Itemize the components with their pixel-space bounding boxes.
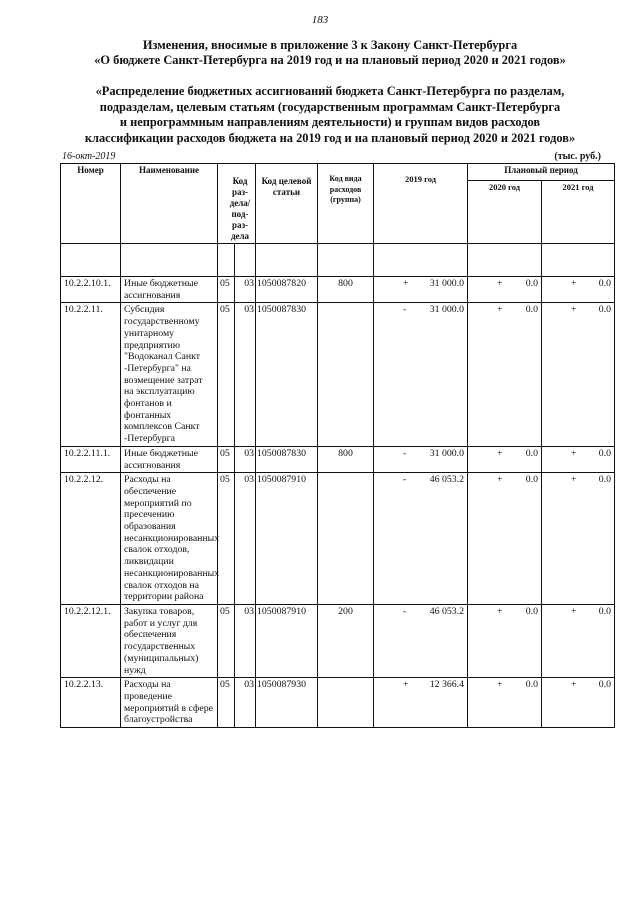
sign-2020: +	[497, 304, 503, 316]
row-2021	[542, 446, 615, 472]
value-2019: 12 366.4	[429, 679, 464, 691]
header-planned-period: Плановый период	[468, 164, 615, 181]
table-subtitle	[40, 84, 620, 146]
value-2020: 0.0	[525, 278, 538, 289]
value-2019: 46 053.2	[429, 605, 464, 617]
row-number: 10.2.2.10.1.	[61, 277, 121, 303]
subtitle-line-1: «Распределение бюджетных ассигнований бюджета Санкт-Петербурга по разделам,	[95, 84, 565, 98]
page-number: 183	[311, 14, 329, 26]
row-2021	[542, 473, 615, 605]
value-2020: 0.0	[525, 679, 538, 691]
row-2020	[468, 604, 542, 677]
units-label: (тыс. руб.)	[554, 151, 601, 162]
subtitle-line-2: подразделам, целевым статьям (государственным программам Санкт-Петербурга	[99, 99, 561, 114]
header-section-text: Код раз-дела/ под-раз-дела	[229, 176, 251, 241]
row-2020	[468, 277, 542, 303]
row-name: Иные бюджетные ассигнования	[121, 277, 218, 303]
header-section	[218, 164, 256, 244]
subtitle-line-4: классификации расходов бюджета на 2019 год и на плановый период 2020 и 2021 годов»	[84, 130, 576, 145]
row-2021	[542, 277, 615, 303]
row-section: 05	[218, 277, 235, 303]
sign-2021: +	[571, 605, 577, 617]
value-2021: 0.0	[598, 605, 611, 617]
subtitle-line-3: и непрограммным направлениям деятельности) и группам видов расходов	[119, 115, 541, 129]
sign-2019: -	[403, 474, 407, 486]
document-date: 16-окт-2019	[62, 151, 116, 162]
value-2021: 0.0	[598, 474, 611, 486]
budget-table	[60, 163, 615, 728]
value-2019: 46 053.2	[429, 474, 464, 486]
header-spacer-row	[61, 244, 615, 277]
row-2021	[542, 303, 615, 446]
sign-2021: +	[571, 304, 577, 316]
row-name: Расходы на проведение мероприятий в сфере благоустройства	[121, 678, 218, 728]
title-line-2: «О бюджете Санкт-Петербурга на 2019 год и на плановый период 2020 и 2021 годов»	[94, 53, 566, 67]
row-number: 10.2.2.11.	[61, 303, 121, 446]
value-2019: 31 000.0	[429, 447, 464, 459]
row-2021	[542, 604, 615, 677]
value-2019: 31 000.0	[429, 278, 464, 289]
sign-2019: -	[403, 605, 407, 617]
row-subsection: 03	[235, 473, 256, 605]
row-2019	[374, 277, 468, 303]
sign-2019: +	[403, 278, 409, 289]
row-section: 05	[218, 678, 235, 728]
row-type: 800	[318, 277, 374, 303]
table-row	[61, 678, 615, 728]
value-2020: 0.0	[525, 605, 538, 617]
row-2019	[374, 604, 468, 677]
sign-2021: +	[571, 278, 577, 289]
row-subsection: 03	[235, 277, 256, 303]
row-target: 1050087830	[256, 446, 318, 472]
sign-2021: +	[571, 679, 577, 691]
row-number: 10.2.2.12.1.	[61, 604, 121, 677]
header-2020: 2020 год	[468, 181, 542, 244]
row-section: 05	[218, 604, 235, 677]
row-2020	[468, 446, 542, 472]
row-2019	[374, 303, 468, 446]
row-section: 05	[218, 473, 235, 605]
table-row	[61, 303, 615, 446]
sign-2020: +	[497, 278, 503, 289]
row-subsection: 03	[235, 446, 256, 472]
sign-2021: +	[571, 447, 577, 459]
sign-2019: +	[403, 679, 409, 691]
row-target: 1050087930	[256, 678, 318, 728]
row-2020	[468, 303, 542, 446]
row-type	[318, 678, 374, 728]
table-row	[61, 604, 615, 677]
header-target: Код целевой статьи	[256, 164, 318, 244]
row-subsection: 03	[235, 678, 256, 728]
sign-2019: -	[403, 447, 407, 459]
document-title	[40, 38, 620, 68]
row-name: Субсидия государственному унитарному предприятию "Водоканал Санкт -Петербурга" на возмещение затрат на эксплуатацию фонтанов и фонтанных комплексов Санкт -Петербурга	[121, 303, 218, 446]
row-section: 05	[218, 303, 235, 446]
value-2019: 31 000.0	[429, 304, 464, 316]
value-2020: 0.0	[525, 447, 538, 459]
row-2019	[374, 446, 468, 472]
row-name: Закупка товаров, работ и услуг для обеспечения государственных (муниципальных) нужд	[121, 604, 218, 677]
row-type: 800	[318, 446, 374, 472]
sign-2020: +	[497, 474, 503, 486]
table-body	[61, 277, 615, 728]
row-name: Расходы на обеспечение мероприятий по пресечению образования несанкционированных свалок отходов, ликвидации несанкционированных свалок отходов на территории района	[121, 473, 218, 605]
header-number: Номер	[61, 164, 121, 244]
sign-2020: +	[497, 679, 503, 691]
row-2020	[468, 473, 542, 605]
header-name: Наименование	[121, 164, 218, 244]
row-target: 1050087910	[256, 604, 318, 677]
row-number: 10.2.2.11.1.	[61, 446, 121, 472]
row-name: Иные бюджетные ассигнования	[121, 446, 218, 472]
sign-2020: +	[497, 447, 503, 459]
row-2019	[374, 473, 468, 605]
row-2019	[374, 678, 468, 728]
table-row	[61, 277, 615, 303]
row-target: 1050087830	[256, 303, 318, 446]
row-type	[318, 473, 374, 605]
row-number: 10.2.2.13.	[61, 678, 121, 728]
row-target: 1050087820	[256, 277, 318, 303]
row-type	[318, 303, 374, 446]
row-2020	[468, 678, 542, 728]
value-2021: 0.0	[598, 679, 611, 691]
row-number: 10.2.2.12.	[61, 473, 121, 605]
value-2021: 0.0	[598, 447, 611, 459]
row-subsection: 03	[235, 604, 256, 677]
row-subsection: 03	[235, 303, 256, 446]
value-2021: 0.0	[598, 278, 611, 289]
header-type: Код вида расходов (группа)	[318, 164, 374, 244]
table-row	[61, 446, 615, 472]
value-2021: 0.0	[598, 304, 611, 316]
table-row	[61, 473, 615, 605]
value-2020: 0.0	[525, 474, 538, 486]
sign-2019: -	[403, 304, 407, 316]
row-target: 1050087910	[256, 473, 318, 605]
title-line-1: Изменения, вносимые в приложение 3 к Закону Санкт-Петербурга	[142, 38, 518, 52]
value-2020: 0.0	[525, 304, 538, 316]
header-2021: 2021 год	[542, 181, 615, 244]
row-section: 05	[218, 446, 235, 472]
row-type: 200	[318, 604, 374, 677]
header-2019: 2019 год	[374, 164, 468, 244]
sign-2020: +	[497, 605, 503, 617]
row-2021	[542, 678, 615, 728]
sign-2021: +	[571, 474, 577, 486]
header-row-1	[61, 164, 615, 181]
